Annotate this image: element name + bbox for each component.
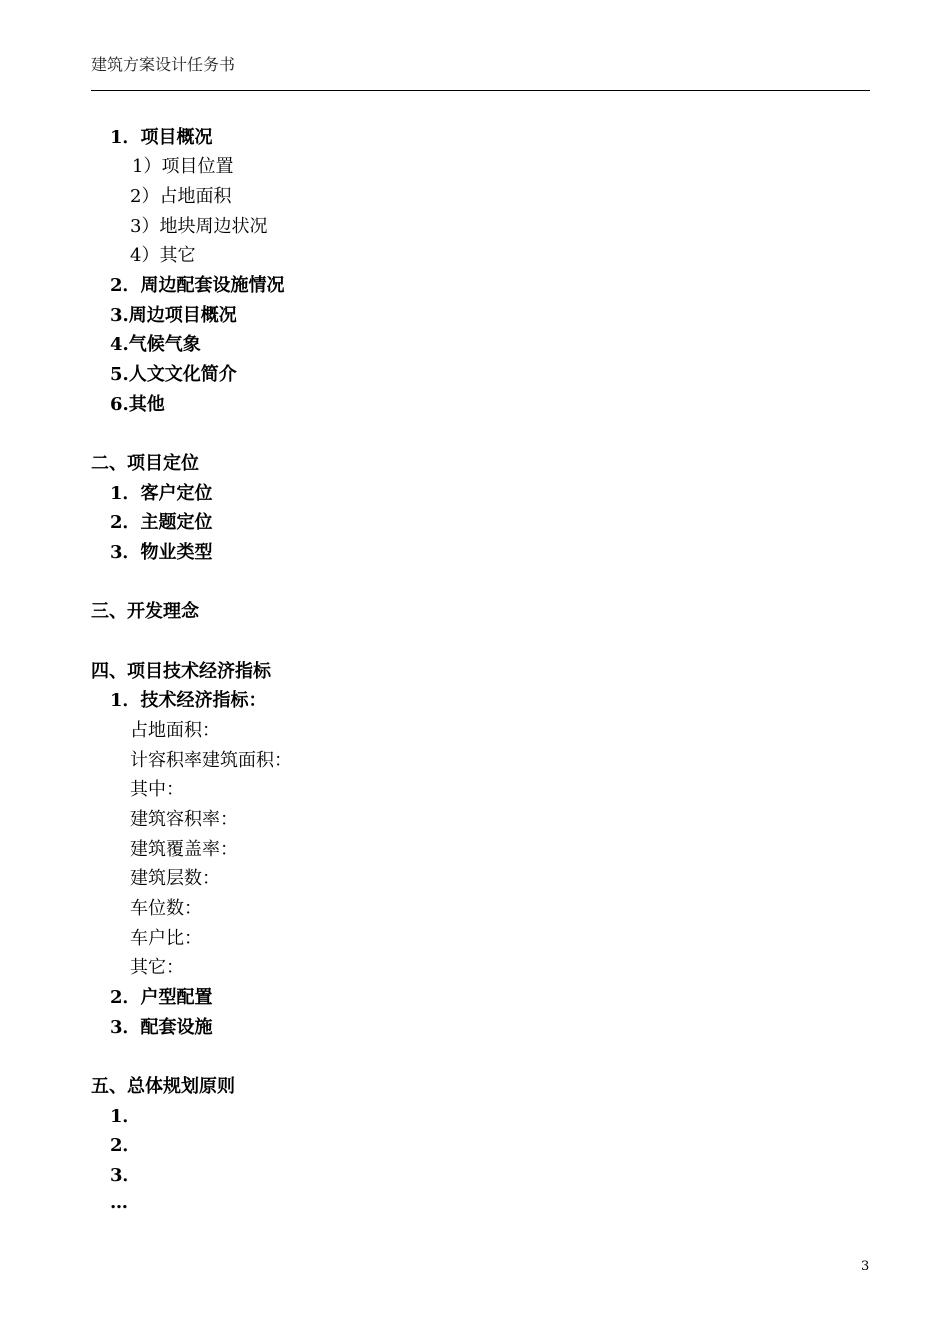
outline-line: 建筑容积率： [130,809,238,830]
page-number: 3 [861,1259,870,1274]
outline-line: 建筑层数： [130,868,220,889]
outline-line: 其它： [130,957,184,978]
outline-line: 1． [110,1106,141,1127]
outline-line: 4.气候气象 [110,334,201,355]
outline-line: 2．户型配置 [110,987,213,1008]
outline-line: 2．主题定位 [110,512,213,533]
outline-line: 3．物业类型 [110,542,213,563]
outline-line: 1．技术经济指标： [110,690,267,711]
outline-line: 车位数： [130,898,202,919]
outline-line: 6.其他 [110,394,165,415]
outline-line: 3． [110,1165,141,1186]
outline-line: 2． [110,1135,141,1156]
section-heading: 四、项目技术经济指标 [91,661,271,682]
outline-line: 建筑覆盖率： [130,839,238,860]
header-divider [91,90,870,91]
section-heading: 三、开发理念 [91,601,199,622]
outline-line: 1．项目概况 [110,127,213,148]
outline-line: 3）地块周边状况 [130,216,268,237]
outline-line: 2．周边配套设施情况 [110,275,285,296]
section-heading: 五、总体规划原则 [91,1076,235,1097]
outline-line: 其中： [130,779,184,800]
running-header: 建筑方案设计任务书 [91,55,236,74]
outline-line: 计容积率建筑面积： [130,750,292,771]
outline-line: 2）占地面积 [130,186,232,207]
outline-line: 3.周边项目概况 [110,305,237,326]
section-heading: 二、项目定位 [91,453,199,474]
outline-line: 5.人文文化简介 [110,364,237,385]
outline-line: 4）其它 [130,245,196,266]
outline-line: … [110,1192,128,1213]
outline-line: 车户比： [130,928,202,949]
outline-line: 1）项目位置 [132,156,234,177]
outline-line: 1．客户定位 [110,483,213,504]
outline-line: 占地面积： [130,720,220,741]
outline-line: 3．配套设施 [110,1017,213,1038]
